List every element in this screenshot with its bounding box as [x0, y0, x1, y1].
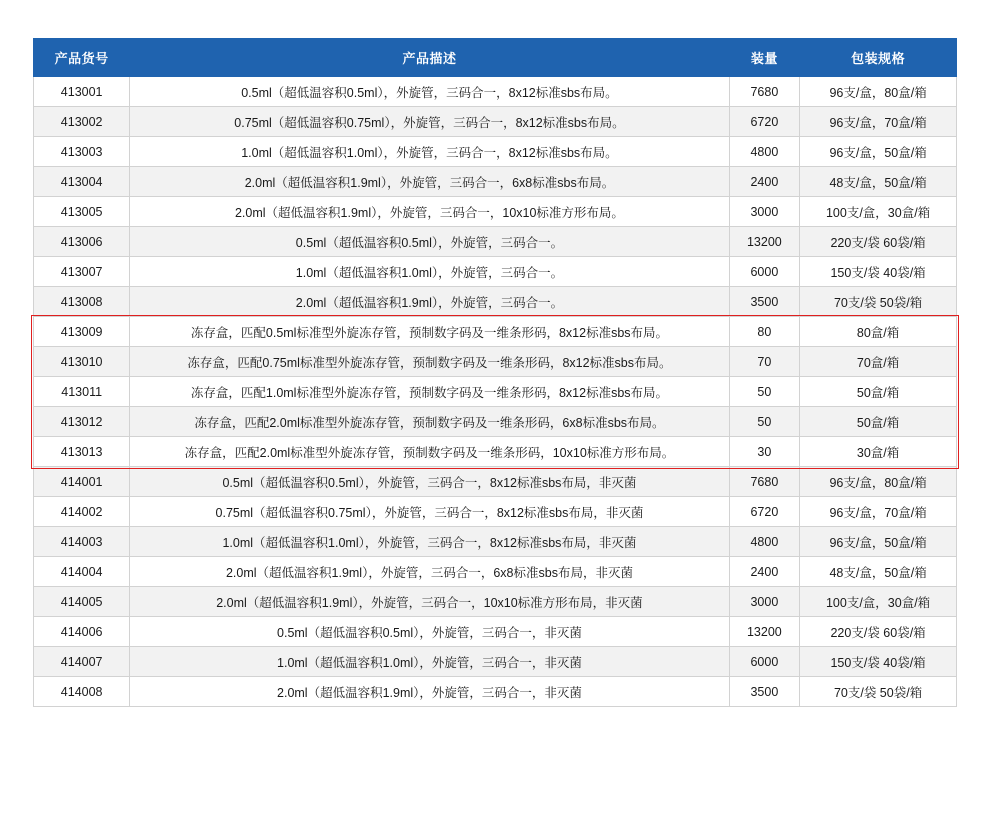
cell-product-description: 0.75ml（超低温容积0.75ml），外旋管，三码合一，8x12标准sbs布局，非灭菌	[130, 497, 729, 527]
cell-product-code: 413002	[34, 107, 130, 137]
cell-packaging: 70支/袋 50袋/箱	[800, 287, 957, 317]
cell-packaging: 70支/袋 50袋/箱	[800, 677, 957, 707]
table-header	[34, 39, 957, 77]
cell-quantity: 13200	[729, 227, 800, 257]
cell-packaging: 100支/盒，30盒/箱	[800, 197, 957, 227]
cell-quantity: 70	[729, 347, 800, 377]
table-row	[34, 317, 957, 347]
table-row	[34, 167, 957, 197]
table-row	[34, 677, 957, 707]
cell-product-code: 413010	[34, 347, 130, 377]
cell-product-description: 1.0ml（超低温容积1.0ml），外旋管，三码合一。	[130, 257, 729, 287]
cell-product-code: 413007	[34, 257, 130, 287]
cell-product-description: 冻存盒，匹配2.0ml标准型外旋冻存管，预制数字码及一维条形码，6x8标准sbs布局。	[130, 407, 729, 437]
cell-packaging: 100支/盒，30盒/箱	[800, 587, 957, 617]
cell-quantity: 50	[729, 377, 800, 407]
cell-packaging: 70盒/箱	[800, 347, 957, 377]
column-header-packaging: 包装规格	[800, 39, 957, 77]
cell-product-description: 0.5ml（超低温容积0.5ml），外旋管，三码合一，8x12标准sbs布局，非灭菌	[130, 467, 729, 497]
table-row	[34, 527, 957, 557]
cell-product-code: 414005	[34, 587, 130, 617]
cell-packaging: 96支/盒，80盒/箱	[800, 77, 957, 107]
table-row	[34, 77, 957, 107]
cell-product-description: 2.0ml（超低温容积1.9ml），外旋管，三码合一。	[130, 287, 729, 317]
table-row	[34, 257, 957, 287]
cell-product-description: 冻存盒，匹配0.5ml标准型外旋冻存管，预制数字码及一维条形码，8x12标准sbs布局。	[130, 317, 729, 347]
cell-product-description: 1.0ml（超低温容积1.0ml），外旋管，三码合一，8x12标准sbs布局，非灭菌	[130, 527, 729, 557]
cell-quantity: 7680	[729, 467, 800, 497]
cell-quantity: 6720	[729, 497, 800, 527]
cell-product-code: 413008	[34, 287, 130, 317]
cell-product-description: 冻存盒，匹配1.0ml标准型外旋冻存管，预制数字码及一维条形码，8x12标准sbs布局。	[130, 377, 729, 407]
cell-product-description: 2.0ml（超低温容积1.9ml），外旋管，三码合一，10x10标准方形布局。	[130, 197, 729, 227]
cell-product-code: 413011	[34, 377, 130, 407]
cell-quantity: 6000	[729, 647, 800, 677]
cell-packaging: 150支/袋 40袋/箱	[800, 647, 957, 677]
cell-product-code: 413012	[34, 407, 130, 437]
table-row	[34, 137, 957, 167]
table-row	[34, 557, 957, 587]
cell-packaging: 96支/盒，50盒/箱	[800, 527, 957, 557]
cell-packaging: 80盒/箱	[800, 317, 957, 347]
cell-packaging: 48支/盒，50盒/箱	[800, 167, 957, 197]
table-row	[34, 647, 957, 677]
cell-product-code: 413003	[34, 137, 130, 167]
cell-quantity: 7680	[729, 77, 800, 107]
cell-product-code: 414001	[34, 467, 130, 497]
cell-product-description: 0.75ml（超低温容积0.75ml），外旋管，三码合一，8x12标准sbs布局。	[130, 107, 729, 137]
cell-quantity: 6720	[729, 107, 800, 137]
cell-product-code: 413009	[34, 317, 130, 347]
cell-packaging: 30盒/箱	[800, 437, 957, 467]
column-header-description: 产品描述	[130, 39, 729, 77]
cell-product-description: 0.5ml（超低温容积0.5ml），外旋管，三码合一。	[130, 227, 729, 257]
table-row	[34, 227, 957, 257]
table-row	[34, 437, 957, 467]
cell-product-description: 2.0ml（超低温容积1.9ml），外旋管，三码合一，6x8标准sbs布局。	[130, 167, 729, 197]
cell-product-code: 413001	[34, 77, 130, 107]
cell-packaging: 48支/盒，50盒/箱	[800, 557, 957, 587]
table-row	[34, 497, 957, 527]
cell-product-code: 413006	[34, 227, 130, 257]
cell-product-description: 1.0ml（超低温容积1.0ml），外旋管，三码合一，8x12标准sbs布局。	[130, 137, 729, 167]
cell-quantity: 3500	[729, 677, 800, 707]
cell-product-description: 1.0ml（超低温容积1.0ml），外旋管，三码合一，非灭菌	[130, 647, 729, 677]
cell-quantity: 6000	[729, 257, 800, 287]
cell-product-description: 2.0ml（超低温容积1.9ml），外旋管，三码合一，非灭菌	[130, 677, 729, 707]
table-row	[34, 287, 957, 317]
cell-packaging: 150支/袋 40袋/箱	[800, 257, 957, 287]
table-body	[34, 77, 957, 707]
table-row	[34, 197, 957, 227]
cell-quantity: 30	[729, 437, 800, 467]
cell-product-code: 413005	[34, 197, 130, 227]
cell-quantity: 13200	[729, 617, 800, 647]
cell-product-description: 0.5ml（超低温容积0.5ml），外旋管，三码合一，非灭菌	[130, 617, 729, 647]
cell-quantity: 50	[729, 407, 800, 437]
column-header-code: 产品货号	[34, 39, 130, 77]
cell-product-code: 414008	[34, 677, 130, 707]
cell-packaging: 220支/袋 60袋/箱	[800, 227, 957, 257]
cell-packaging: 96支/盒，70盒/箱	[800, 107, 957, 137]
column-header-quantity: 装量	[729, 39, 800, 77]
cell-quantity: 4800	[729, 137, 800, 167]
cell-product-code: 414006	[34, 617, 130, 647]
cell-product-description: 2.0ml（超低温容积1.9ml），外旋管，三码合一，10x10标准方形布局，非灭菌	[130, 587, 729, 617]
cell-packaging: 96支/盒，70盒/箱	[800, 497, 957, 527]
cell-product-code: 413013	[34, 437, 130, 467]
table-header-row	[34, 39, 957, 77]
cell-product-code: 414003	[34, 527, 130, 557]
cell-quantity: 2400	[729, 167, 800, 197]
cell-quantity: 4800	[729, 527, 800, 557]
table-row	[34, 587, 957, 617]
product-table	[33, 38, 957, 707]
table-row	[34, 107, 957, 137]
cell-product-description: 0.5ml（超低温容积0.5ml），外旋管，三码合一，8x12标准sbs布局。	[130, 77, 729, 107]
cell-quantity: 3000	[729, 197, 800, 227]
table-row	[34, 407, 957, 437]
cell-quantity: 3500	[729, 287, 800, 317]
cell-product-code: 413004	[34, 167, 130, 197]
cell-quantity: 80	[729, 317, 800, 347]
cell-product-code: 414002	[34, 497, 130, 527]
cell-packaging: 220支/袋 60袋/箱	[800, 617, 957, 647]
cell-packaging: 50盒/箱	[800, 407, 957, 437]
cell-product-description: 2.0ml（超低温容积1.9ml），外旋管，三码合一，6x8标准sbs布局，非灭菌	[130, 557, 729, 587]
cell-packaging: 96支/盒，80盒/箱	[800, 467, 957, 497]
table-row	[34, 467, 957, 497]
cell-product-description: 冻存盒，匹配0.75ml标准型外旋冻存管，预制数字码及一维条形码，8x12标准sbs布局。	[130, 347, 729, 377]
cell-packaging: 50盒/箱	[800, 377, 957, 407]
cell-quantity: 2400	[729, 557, 800, 587]
cell-product-code: 414004	[34, 557, 130, 587]
cell-packaging: 96支/盒，50盒/箱	[800, 137, 957, 167]
table-row	[34, 617, 957, 647]
table-row	[34, 347, 957, 377]
cell-quantity: 3000	[729, 587, 800, 617]
table-row	[34, 377, 957, 407]
cell-product-code: 414007	[34, 647, 130, 677]
cell-product-description: 冻存盒，匹配2.0ml标准型外旋冻存管，预制数字码及一维条形码，10x10标准方形布局。	[130, 437, 729, 467]
